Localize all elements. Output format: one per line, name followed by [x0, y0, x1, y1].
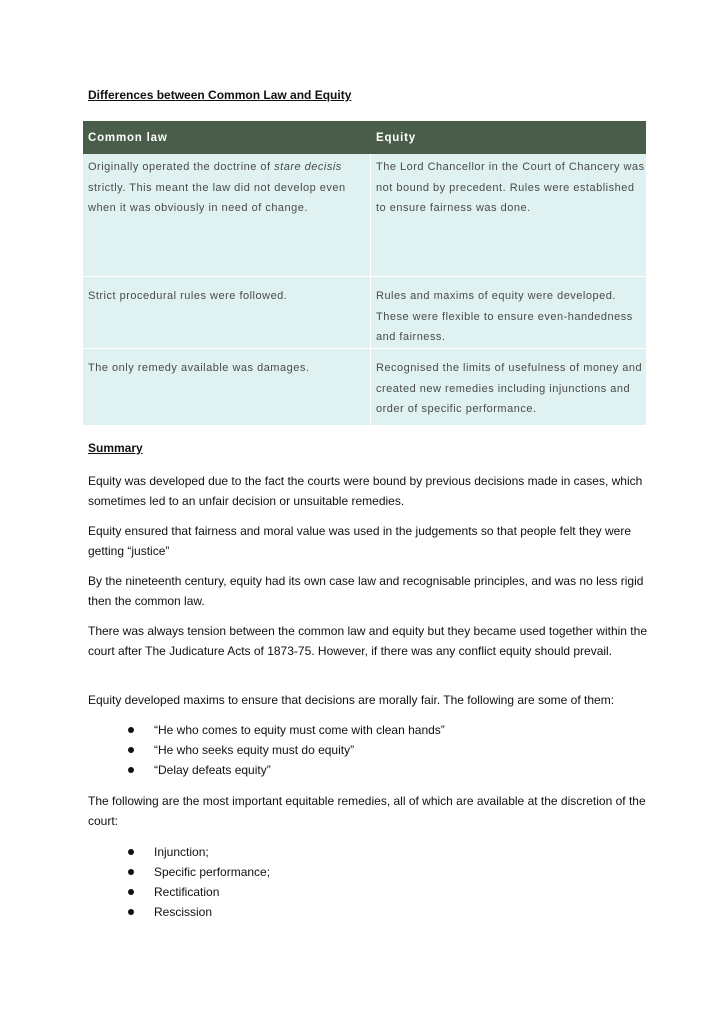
list-item: [88, 882, 628, 902]
common-law-cell: [83, 154, 371, 276]
document-title: Differences between Common Law and Equity: [88, 88, 352, 102]
table-header-row: [83, 121, 646, 154]
bullet-icon: [128, 869, 134, 875]
bullet-icon: [128, 849, 134, 855]
summary-paragraph: By the nineteenth century, equity had its own case law and recognisable principles, and was no less rigid then the common law.: [88, 574, 644, 608]
list-item: [88, 862, 628, 882]
list-item-text: “Delay defeats equity”: [154, 763, 271, 777]
bullet-icon: [128, 909, 134, 915]
cell-text-italic: stare decisis: [274, 161, 342, 173]
list-item-text: Rectification: [154, 885, 220, 899]
cell-text: strictly. This meant the law did not develop even when it was obviously in need of change.: [88, 181, 346, 214]
equity-cell: The Lord Chancellor in the Court of Chancery was not bound by precedent. Rules were established to ensure fairness was done.: [376, 161, 645, 214]
header-equity: Equity: [376, 131, 416, 144]
comparison-table: [83, 121, 646, 425]
list-item: [88, 760, 628, 780]
list-item: [88, 720, 628, 740]
remedies-list: [88, 842, 628, 922]
list-item-text: Rescission: [154, 905, 213, 919]
summary-paragraph: Equity ensured that fairness and moral value was used in the judgements so that people felt they were getting “justice”: [88, 524, 631, 558]
common-law-cell: Strict procedural rules were followed.: [83, 277, 371, 348]
header-common-law: Common law: [88, 131, 168, 144]
summary-paragraph: Equity developed maxims to ensure that decisions are morally fair. The following are some of them:: [88, 693, 615, 707]
list-item: [88, 902, 628, 922]
list-item-text: “He who comes to equity must come with clean hands”: [154, 723, 445, 737]
bullet-icon: [128, 767, 134, 773]
bullet-icon: [128, 727, 134, 733]
table-row: [83, 276, 646, 348]
table-row: [83, 154, 646, 276]
remedies-intro: The following are the most important equitable remedies, all of which are available at the discretion of the court:: [88, 794, 646, 828]
summary-heading: Summary: [88, 441, 143, 455]
table-row: [83, 348, 646, 425]
common-law-cell: The only remedy available was damages.: [83, 349, 371, 425]
list-item: [88, 740, 628, 760]
list-item: [88, 842, 628, 862]
bullet-icon: [128, 889, 134, 895]
cell-text: Originally operated the doctrine of: [88, 161, 275, 173]
bullet-icon: [128, 747, 134, 753]
equity-cell: Recognised the limits of usefulness of money and created new remedies including injunctions and order of specific performance.: [376, 362, 643, 415]
list-item-text: “He who seeks equity must do equity”: [154, 743, 355, 757]
list-item-text: Specific performance;: [154, 865, 271, 879]
maxims-list: [88, 720, 628, 780]
summary-paragraph: Equity was developed due to the fact the courts were bound by previous decisions made in cases, which sometimes led to an unfair decision or unsuitable remedies.: [88, 474, 643, 508]
equity-cell: Rules and maxims of equity were developed. These were flexible to ensure even-handedness and fairness.: [376, 290, 633, 343]
list-item-text: Injunction;: [154, 845, 209, 859]
summary-paragraph: There was always tension between the common law and equity but they became used together within the court after The Judicature Acts of 1873-75. However, if there was any conflict equity should prevail.: [88, 624, 647, 658]
